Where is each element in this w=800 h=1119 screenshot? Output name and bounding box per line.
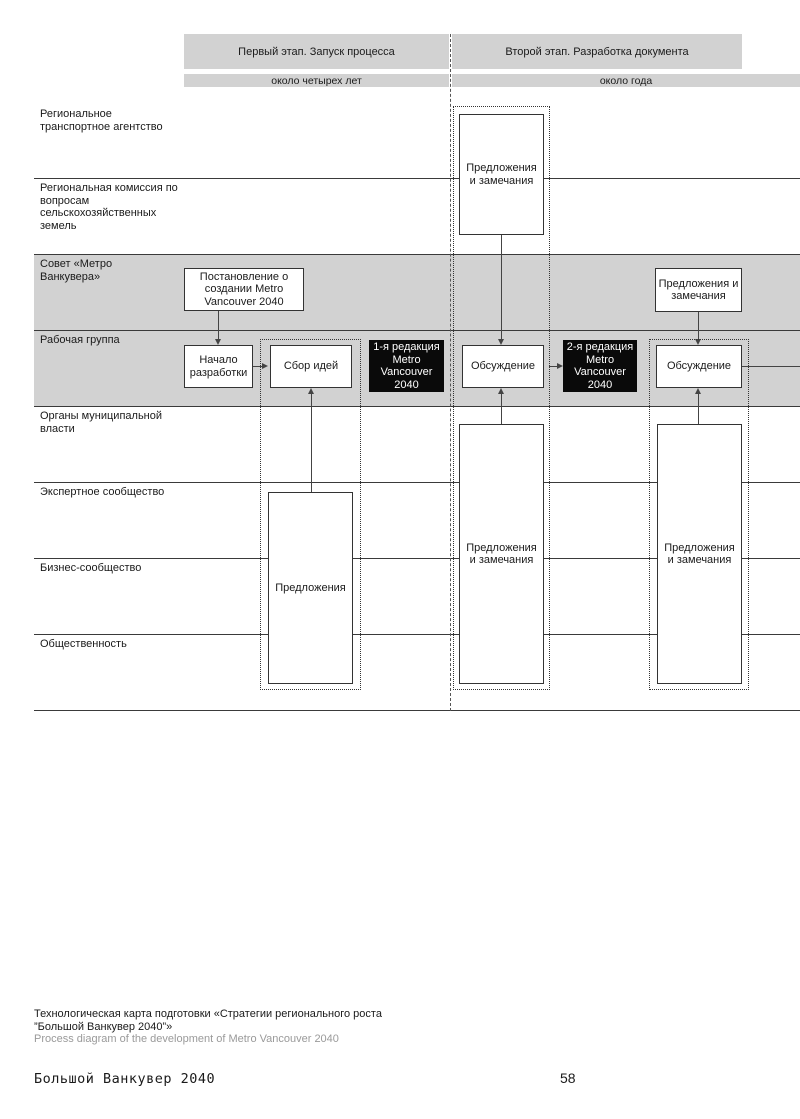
row-label-experts: Экспертное сообщество [40, 486, 165, 498]
row-label-municipal: Органы муниципальной власти [40, 410, 163, 435]
box-collect-ideas: Сбор идей [270, 345, 352, 388]
row-label-agri-commission: Региональная комиссия по вопросам сельскохозяйственных земель [40, 182, 178, 232]
figure-caption [34, 1008, 382, 1046]
box-draft-1: 1-я редакция Metro Vancouver 2040 [369, 340, 444, 392]
box-discussion-1: Обсуждение [462, 345, 544, 388]
box-comments-council: Предложения и замечания [655, 268, 742, 312]
box-comments-lower-1: Предложения и замечания [459, 424, 544, 684]
row-label-transport-agency: Региональное транспортное агентство [40, 108, 163, 133]
row-label-working-group: Рабочая группа [40, 334, 120, 346]
row-label-metro-council: Совет «Метро Ванкувера» [40, 258, 113, 283]
connector-line [218, 311, 219, 339]
connector-line [698, 312, 699, 339]
caption-en: Process diagram of the development of Metro Vancouver 2040 [34, 1033, 339, 1045]
phase-1-duration: около четырех лет [184, 74, 449, 87]
phase-2-duration: около года [452, 74, 800, 87]
row-label-public: Общественность [40, 638, 127, 650]
row-label-business: Бизнес-сообщество [40, 562, 142, 574]
box-proposals: Предложения [268, 492, 353, 684]
box-comments-top: Предложения и замечания [459, 114, 544, 235]
box-comments-lower-2: Предложения и замечания [657, 424, 742, 684]
row-divider [34, 254, 800, 255]
caption-ru-line-1: Технологическая карта подготовки «Стратегии регионального роста [34, 1008, 382, 1020]
row-divider [34, 330, 800, 331]
caption-ru-line-2: ”Большой Ванкувер 2040”» [34, 1020, 173, 1033]
box-draft-2: 2-я редакция Metro Vancouver 2040 [563, 340, 637, 392]
connector-line [742, 366, 800, 367]
row-divider [34, 710, 800, 711]
phase-1-title: Первый этап. Запуск процесса [184, 34, 449, 69]
phase-2-title: Второй этап. Разработка документа [452, 34, 742, 69]
box-resolution: Постановление о создании Metro Vancouver 2040 [184, 268, 304, 311]
phase-divider [450, 34, 451, 711]
box-start-development: Начало разработки [184, 345, 253, 388]
connector-line [549, 366, 557, 367]
box-discussion-2: Обсуждение [656, 345, 742, 388]
running-title: Большой Ванкувер 2040 [34, 1071, 216, 1087]
page-number: 58 [560, 1070, 576, 1086]
row-divider [34, 178, 800, 179]
